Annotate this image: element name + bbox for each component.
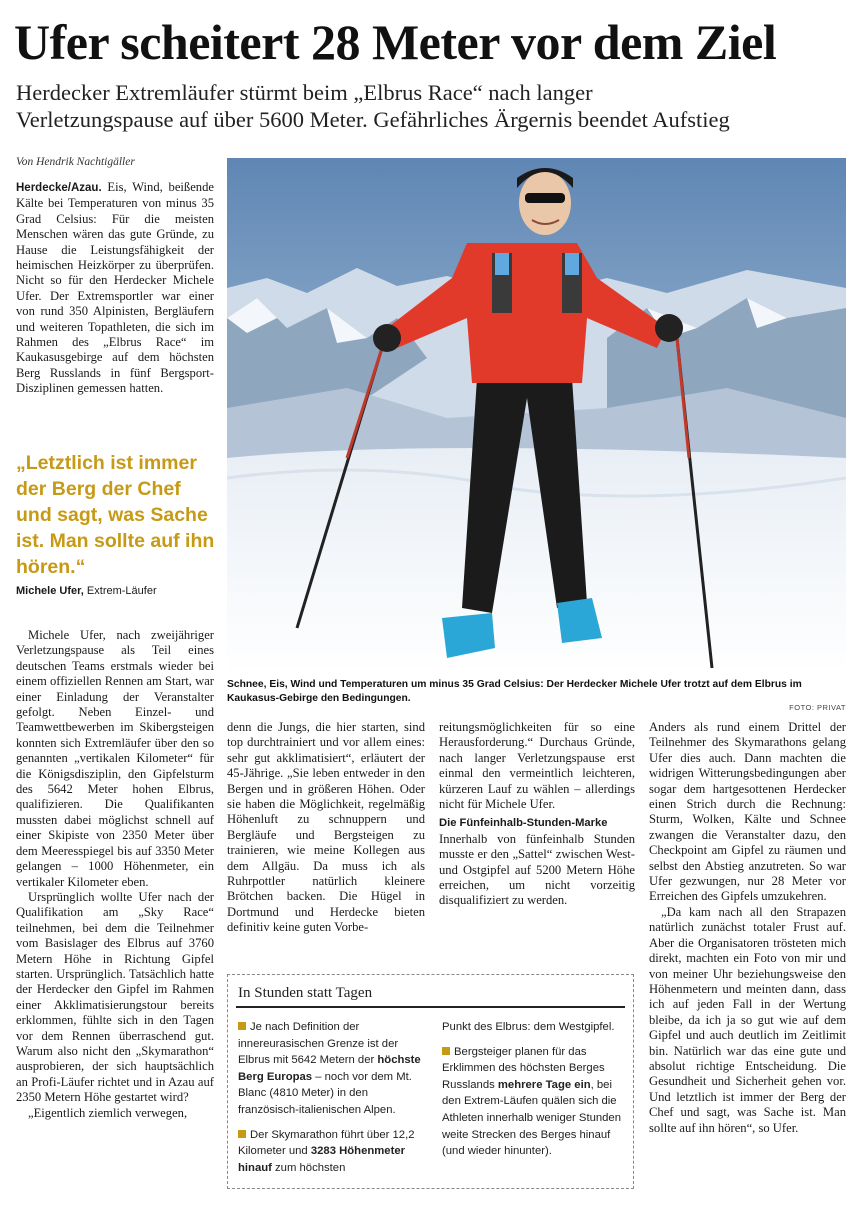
column-3 [439, 720, 635, 909]
byline: Von Hendrik Nachtigäller [16, 156, 135, 168]
mountain-runner-illustration [227, 158, 846, 674]
paragraph: denn die Jungs, die hier starten, sind top durchtrainiert und vor allem eines: sehr gut akklimatisiert“, erläutert der 45-Jährige. „Sie leben entweder in den Bergen und in größeren Höhen. Oder sie haben die Möglichkeit, regelmäßig Höhenluft zu schnuppern und Bergläufe und Bergsteigen zu trainieren, wie meine Kollegen aus dem Allgäu. Da muss ich als Ruhrpottler natürlich kleinere Brötchen backen. Die Hügel in Dortmund und Herdecke bieten definitiv keine guten Vorbe- [227, 720, 425, 935]
photo-caption: Schnee, Eis, Wind und Temperaturen um minus 35 Grad Celsius: Der Herdecker Michele Ufer trotzt auf dem Elbrus im Kaukasus-Gebirge den Bedingungen. [227, 679, 802, 704]
paragraph: Innerhalb von fünfeinhalb Stunden musste er den „Sattel“ zwischen West- und Ostgipfel auf 5200 Metern Höhe erreichen, um nicht vorzeitig disqualifiziert zu werden. [439, 831, 635, 908]
bullet-square-icon [238, 1130, 246, 1138]
subheadline [16, 79, 856, 133]
info-item-continuation: Punkt des Elbrus: dem Westgipfel. [442, 1021, 615, 1033]
bullet-square-icon [442, 1047, 450, 1055]
column-2 [227, 720, 425, 936]
paragraph: reitungsmöglichkeiten für so eine Herausforderung.“ Durchaus Gründe, nach langer Verletzungspause erst einmal den vermeintlich leichteren, kürzeren Lauf zu wählen – allerdings nicht für Michele Ufer. [439, 720, 635, 812]
info-item: Der Skymarathon führt über 12,2 Kilometer und 3283 Höhenmeter hinauf zum höchsten [238, 1128, 415, 1174]
intro-paragraph: Eis, Wind, beißende Kälte bei Temperaturen von minus 35 Grad Celsius: Für die meisten Menschen wären das gute Gründe, zu Hause die Leistungsfähigkeit der heimischen Heizkörper zu überprüfen. Nicht so für den Herdecker Michele Ufer. Der Extremsportler war einer von rund 350 Alpinisten, Bergläufern und weiteren Topathleten, die sich im Rahmen des „Elbrus Race“ im Kaukasusgebirge auf dem höchsten Berg Russlands in fünf Bergsport-Disziplinen gemessen hatten. [16, 180, 214, 396]
info-box-rule [236, 1006, 625, 1008]
photo-credit: FOTO: PRIVAT [789, 703, 846, 712]
headline: Ufer scheitert 28 Meter vor dem Ziel [14, 14, 777, 70]
column-1-intro [16, 180, 214, 397]
paragraph: Anders als rund einem Drittel der Teilnehmer des Skymarathons gelang Ufer dies auch. Dann machten die widrigen Witterungsbedingungen aber sogar dem hartgesottenen Herdecker einen Strich durch die Rechnung: Sturm, Wolken, Kälte und Schnee zwangen die Veranstalter dazu, den Checkpoint am Gipfel zu räumen und selbst den Abstieg anzutreten. So war Ufer gezwungen, nur 28 Meter vor Erreichen des Gipfels umzukehren. [649, 720, 846, 904]
subhead-line-2: Verletzungspause auf über 5600 Meter. Gefährliches Ärgernis beendet Aufstieg [16, 107, 730, 132]
quote-role: Extrem-Läufer [86, 585, 157, 597]
info-item: Bergsteiger planen für das Erklimmen des höchsten Berges Russlands mehrere Tage ein, bei den Extrem-Läufen quälen sich die Athleten innerhalb weniger Stunden weite Strecken des Berges hinauf (und wieder hinunter). [442, 1045, 621, 1158]
section-subheading: Die Fünfeinhalb-Stunden-Marke [439, 817, 608, 830]
paragraph: „Eigentlich ziemlich verwegen, [28, 1105, 188, 1120]
paragraph: Ursprünglich wollte Ufer nach der Qualifikation am „Sky Race“ teilnehmen, bei dem die Teilnehmer vom Basislager des Elbrus auf 3760 Metern Höhe in Richtung Gipfel starten. Ursprünglich. Tatsächlich hatte der Herdecker den Gipfel im Rahmen einer Akklimatisierungstour bereits erklommen, fühlte sich in den Tagen vor dem Rennen überraschend gut. Warum also nicht den „Skymarathon“ ausprobieren, der sich hauptsächlich an Profi-Läufer richtet und in Azau auf 2350 Metern Höhe gestartet wird? [16, 889, 214, 1105]
info-item: Je nach Definition der innereurasischen Grenze ist der Elbrus mit 5642 Metern der höchste Berg Europas – noch vor dem Mt. Blanc (4810 Meter) in den französisch-italienischen Alpen. [238, 1021, 421, 1116]
info-box-column-1 [238, 1019, 428, 1184]
bullet-square-icon [238, 1022, 246, 1030]
pull-quote: „Letztlich ist immer der Berg der Chef und sagt, was Sache ist. Man sollte auf ihn hören.“ [16, 452, 215, 578]
paragraph: Michele Ufer, nach zweijähriger Verletzungspause als Teil eines deutschen Teams erstmals wieder bei einem offiziellen Rennen am Start, war einer Einladung der Veranstalter gefolgt. Neben Einzel- und Teamwettbewerben im Skibergsteigen konnten sich Extremläufer über den so genannten „vertikalen Kilometer“ für die Königsdisziplin, den Gipfelsturm des 5642 Meter hohen Elbrus, qualifizieren. Die Qualifikanten mussten dabei möglichst schnell auf einer Skipiste von 2350 Meter über dem Meeresspiegel bis auf 3350 Meter gelangen – 1000 Höhenmeter, ein vertikaler Kilometer eben. [16, 628, 214, 889]
quote-name: Michele Ufer, [16, 585, 84, 597]
column-4 [649, 720, 846, 1136]
subhead-line-1: Herdecker Extremläufer stürmt beim „Elbrus Race“ nach langer [16, 80, 593, 105]
info-box-column-2 [442, 1019, 632, 1168]
dateline: Herdecke/Azau. [16, 182, 102, 194]
quote-attribution [16, 585, 221, 597]
article-photo [227, 158, 846, 674]
column-1-body [16, 628, 214, 1121]
paragraph: „Da kam nach all den Strapazen natürlich zunächst totaler Frust auf. Aber die Organisatoren trösteten mich direkt, machten ein Foto von mir und von meiner Uhr beziehungsweise den Höhenmetern und meinten dann, dass ich auf jeden Fall in der Wertung bleibe, da ich ja so gut wie auf dem Gipfel und auch deutlich im Zeitlimit bin. Natürlich war das eine gute und absolut richtige Entscheidung. Die Gesundheit und Sicherheit gehen vor. Und letztlich ist immer der Berg der Chef und sagt, was Sache ist. Man sollte auf ihn hören“, so Ufer. [649, 904, 846, 1135]
info-box-title: In Stunden statt Tagen [238, 985, 373, 1001]
